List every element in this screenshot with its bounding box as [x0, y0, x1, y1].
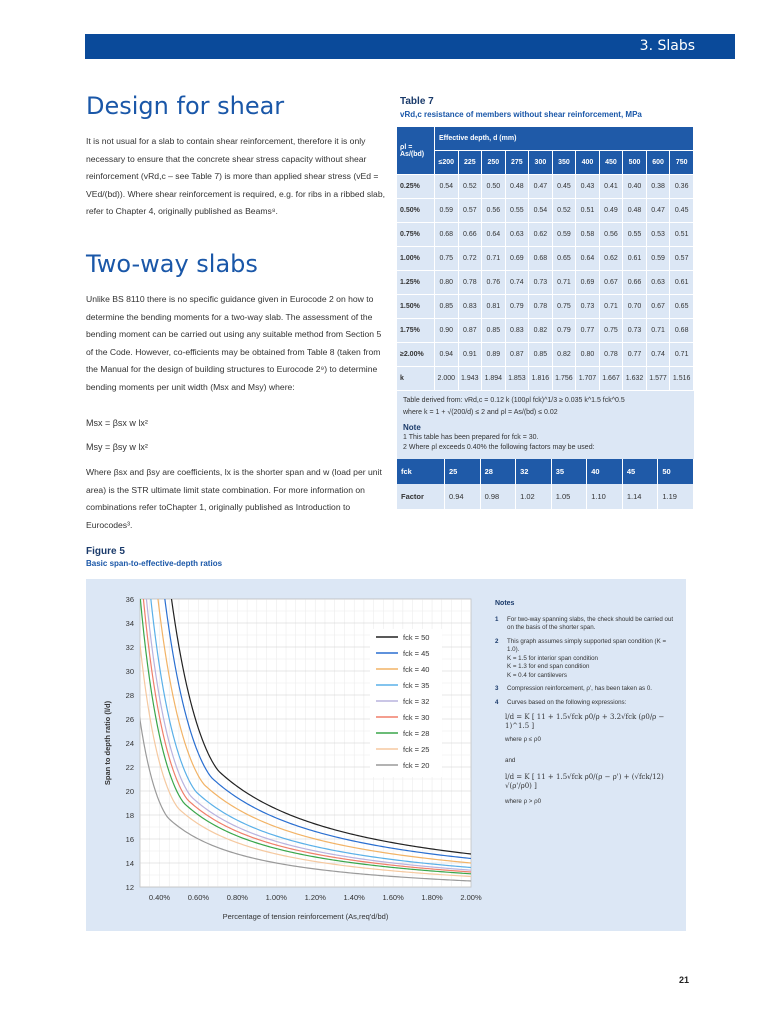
table-cell: 0.69: [576, 271, 600, 295]
depth-header-cell: 750: [670, 151, 694, 175]
table-cell: 0.59: [646, 247, 670, 271]
table-cell: 0.69: [505, 247, 529, 271]
note-2: 2 Where ρl exceeds 0.40% the following factors may be used:: [403, 444, 595, 451]
legend-label: fck = 32: [403, 697, 430, 706]
page-number: 21: [678, 975, 689, 985]
table-cell: 0.71: [552, 271, 576, 295]
table-cell: 0.67: [646, 295, 670, 319]
note-title: Note: [403, 423, 421, 432]
table-cell: 0.80: [576, 343, 600, 367]
table-row: [397, 367, 694, 391]
table-cell: 0.61: [670, 271, 694, 295]
table-cell: 0.57: [670, 247, 694, 271]
where-2: where ρ > ρ0: [505, 798, 542, 805]
legend-label: fck = 30: [403, 713, 430, 722]
table-cell: 0.67: [599, 271, 623, 295]
table-cell: 0.66: [623, 271, 647, 295]
table-cell: 0.78: [529, 295, 553, 319]
y-tick-label: 30: [125, 667, 134, 676]
table-cell: 1.756: [552, 367, 576, 391]
table-cell: 0.68: [529, 247, 553, 271]
table-cell: 0.59: [552, 223, 576, 247]
table-cell: 0.72: [458, 247, 482, 271]
table-cell: 0.55: [623, 223, 647, 247]
row-label: 1.75%: [397, 319, 435, 343]
y-tick-label: 16: [125, 835, 134, 844]
note-item-4-text: Curves based on the following expressions:: [507, 698, 627, 706]
shear-resistance-table: [397, 127, 694, 391]
table-cell: 0.55: [505, 199, 529, 223]
table-cell: 0.85: [529, 343, 553, 367]
table-cell: 0.49: [599, 199, 623, 223]
table-cell: 0.64: [482, 223, 506, 247]
table-cell: 0.71: [646, 319, 670, 343]
table-cell: 1.516: [670, 367, 694, 391]
table-cell: 1.667: [599, 367, 623, 391]
section-header-bar: [85, 34, 735, 59]
row-label: ≥2.00%: [397, 343, 435, 367]
table-cell: 0.65: [552, 247, 576, 271]
table-cell: 0.51: [576, 199, 600, 223]
table-cell: 0.58: [576, 223, 600, 247]
table-cell: 0.82: [529, 319, 553, 343]
legend-label: fck = 25: [403, 745, 430, 754]
depth-header-cell: 500: [623, 151, 647, 175]
row-label: k: [397, 367, 435, 391]
row-label: 0.25%: [397, 175, 435, 199]
table-cell: 0.45: [552, 175, 576, 199]
x-tick-label: 1.80%: [421, 893, 443, 902]
fck-value: 50: [658, 459, 694, 484]
legend-label: fck = 20: [403, 761, 430, 770]
table-row: [397, 175, 694, 199]
expression-2: l/d = K [ 11 + 1.5√fck ρ0/(ρ − ρ') + (√fck/12) √(ρ'/ρ0) ]: [505, 773, 664, 790]
table-cell: 1.577: [646, 367, 670, 391]
table-cell: 1.853: [505, 367, 529, 391]
depth-header-cell: 250: [482, 151, 506, 175]
table-cell: 0.75: [552, 295, 576, 319]
effective-depth-header: Effective depth, d (mm): [435, 127, 694, 151]
factor-value: 1.14: [622, 484, 658, 509]
note-item-1: 1 For two-way spanning slabs, the check should be carried out on the basis of the shorter span.: [495, 615, 674, 631]
section-title: 3. Slabs: [639, 38, 695, 54]
table-cell: 0.85: [482, 319, 506, 343]
legend-label: fck = 35: [403, 681, 430, 690]
x-tick-label: 1.20%: [304, 893, 326, 902]
table-notes: [397, 421, 694, 459]
fck-value: 32: [516, 459, 552, 484]
table-cell: 0.87: [505, 343, 529, 367]
table-cell: 0.40: [623, 175, 647, 199]
y-tick-label: 14: [125, 859, 134, 868]
factor-value: 1.19: [658, 484, 694, 509]
note-item-3: 3 Compression reinforcement, ρ', has been taken as 0.: [495, 685, 653, 692]
y-tick-label: 36: [125, 595, 134, 604]
y-tick-label: 18: [125, 811, 134, 820]
msx-formula: Msx = βsx w lx²: [86, 418, 148, 428]
note-item-4: 4 Curves based on the following expressions:: [495, 698, 627, 706]
table-cell: 0.90: [435, 319, 459, 343]
factor-value: 1.10: [587, 484, 623, 509]
depth-header-cell: 300: [529, 151, 553, 175]
table-cell: 0.56: [599, 223, 623, 247]
table-cell: 0.65: [670, 295, 694, 319]
x-tick-label: 0.80%: [226, 893, 248, 902]
table-row: [397, 343, 694, 367]
y-tick-label: 20: [125, 787, 134, 796]
legend-label: fck = 45: [403, 649, 430, 658]
factor-label: Factor: [397, 484, 445, 509]
table-row: [397, 319, 694, 343]
table-cell: 0.59: [435, 199, 459, 223]
row-label: 1.50%: [397, 295, 435, 319]
table-cell: 0.79: [505, 295, 529, 319]
table-cell: 0.75: [435, 247, 459, 271]
legend-label: fck = 40: [403, 665, 430, 674]
legend-label: fck = 28: [403, 729, 430, 738]
x-tick-label: 1.40%: [343, 893, 365, 902]
table-cell: 1.816: [529, 367, 553, 391]
row-label: 1.25%: [397, 271, 435, 295]
depth-header-cell: 600: [646, 151, 670, 175]
table7-subtitle: vRd,c resistance of members without shear reinforcement, MPa: [400, 110, 642, 119]
table-cell: 1.894: [482, 367, 506, 391]
table-cell: 0.73: [623, 319, 647, 343]
and-text: and: [505, 756, 516, 764]
y-axis-label: Span to depth ratio (l/d): [103, 700, 112, 786]
design-for-shear-heading: Design for shear: [86, 92, 285, 120]
row-label: 0.50%: [397, 199, 435, 223]
table-cell: 0.76: [482, 271, 506, 295]
table-cell: 0.83: [458, 295, 482, 319]
fck-value: 25: [445, 459, 481, 484]
table-cell: 0.68: [670, 319, 694, 343]
y-tick-label: 12: [125, 883, 134, 892]
table-cell: 0.36: [670, 175, 694, 199]
table-cell: 0.79: [552, 319, 576, 343]
table-cell: 0.80: [435, 271, 459, 295]
table-cell: 2.000: [435, 367, 459, 391]
factor-value: 1.02: [516, 484, 552, 509]
factor-value: 0.98: [480, 484, 516, 509]
shear-paragraph: It is not usual for a slab to contain shear reinforcement, therefore it is only necessary to ensure that the concrete shear stress capacity without shear reinforcement (vRd,c – see Table 7) is more than applied shear stress (vEd = VEd/(bd)). Where shear reinforcement is required, e.g. for ribs in a ribbed slab, refer to Chapter 4, originally published as Beams⁸.: [86, 136, 386, 217]
table7-title: Table 7: [400, 96, 434, 107]
table-cell: 0.82: [552, 343, 576, 367]
table-row: [397, 271, 694, 295]
table-cell: 1.632: [623, 367, 647, 391]
table-cell: 0.85: [435, 295, 459, 319]
depth-header-cell: 350: [552, 151, 576, 175]
fck-value: 40: [587, 459, 623, 484]
y-tick-label: 32: [125, 643, 134, 652]
fck-factor-table: [397, 459, 694, 509]
note-item-1-text: For two-way spanning slabs, the check should be carried out on the basis of the shorter span.: [507, 615, 674, 631]
row-label: 1.00%: [397, 247, 435, 271]
table-cell: 0.56: [482, 199, 506, 223]
y-tick-label: 34: [125, 619, 134, 628]
table-cell: 0.74: [505, 271, 529, 295]
table-row: [397, 247, 694, 271]
table-cell: 0.87: [458, 319, 482, 343]
table-cell: 0.52: [458, 175, 482, 199]
table-cell: 0.75: [599, 319, 623, 343]
depth-header-cell: 450: [599, 151, 623, 175]
x-tick-label: 1.00%: [265, 893, 287, 902]
note-item-2: 2 This graph assumes simply supported span condition (K = 1.0). K = 1.5 for interior span condition K = 1.3 for end span condition K = 0.4 for cantilevers: [495, 637, 667, 679]
table-cell: 0.54: [435, 175, 459, 199]
table-cell: 0.83: [505, 319, 529, 343]
table-cell: 0.63: [646, 271, 670, 295]
where-1: where ρ ≤ ρ0: [505, 736, 541, 743]
table-cell: 0.63: [505, 223, 529, 247]
x-tick-label: 0.40%: [148, 893, 171, 902]
depth-header-cell: ≤200: [435, 151, 459, 175]
table-cell: 0.77: [576, 319, 600, 343]
table-cell: 0.70: [623, 295, 647, 319]
x-axis-label: Percentage of tension reinforcement (As,req'd/bd): [222, 912, 389, 921]
table-derivation: [397, 391, 694, 421]
row-label: 0.75%: [397, 223, 435, 247]
table-cell: 0.78: [599, 343, 623, 367]
table7: [397, 127, 694, 509]
note-item-2b: K = 1.3 for end span condition: [507, 663, 590, 670]
table-cell: 0.71: [482, 247, 506, 271]
factor-value: 0.94: [445, 484, 481, 509]
table-cell: 0.51: [670, 223, 694, 247]
table-cell: 0.47: [646, 199, 670, 223]
y-tick-label: 26: [125, 715, 134, 724]
depth-header-cell: 400: [576, 151, 600, 175]
table-cell: 0.71: [670, 343, 694, 367]
y-tick-label: 22: [125, 763, 134, 772]
two-way-slabs-heading: Two-way slabs: [86, 250, 258, 278]
table-cell: 0.41: [599, 175, 623, 199]
table-cell: 0.89: [482, 343, 506, 367]
figure-notes: [495, 600, 680, 807]
table-cell: 0.62: [599, 247, 623, 271]
rho-corner-header: ρl = As/(bd): [397, 127, 435, 175]
note-1: 1 This table has been prepared for fck = 30.: [403, 434, 539, 441]
legend-label: fck = 50: [403, 633, 430, 642]
table-cell: 0.43: [576, 175, 600, 199]
figure5-subtitle: Basic span-to-effective-depth ratios: [86, 559, 223, 568]
factor-value: 1.05: [551, 484, 587, 509]
x-tick-label: 0.60%: [187, 893, 210, 902]
fck-label: fck: [397, 459, 445, 484]
table-cell: 0.77: [623, 343, 647, 367]
table-row: [397, 223, 694, 247]
fck-value: 35: [551, 459, 587, 484]
two-way-paragraph: Unlike BS 8110 there is no specific guidance given in Eurocode 2 on how to determine the bending moments for a two-way slab. The assessment of the bending moment can be carried out using any suitable method from Section 5 of the Code. However, co-efficients may be obtained from Table 8 (taken from the Manual for the design of building structures to Eurocode 2⁹) to determine bending moments per unit width (Msx and Msy) where:: [86, 294, 382, 392]
table-cell: 0.45: [670, 199, 694, 223]
note-item-3-text: Compression reinforcement, ρ', has been taken as 0.: [507, 685, 653, 692]
depth-header-cell: 225: [458, 151, 482, 175]
table-cell: 0.61: [623, 247, 647, 271]
fck-value: 28: [480, 459, 516, 484]
table-cell: 0.53: [646, 223, 670, 247]
table-cell: 0.38: [646, 175, 670, 199]
table-cell: 0.73: [576, 295, 600, 319]
table-row: [397, 199, 694, 223]
table-cell: 0.81: [482, 295, 506, 319]
figure5-title: Figure 5: [86, 546, 125, 557]
note-item-2a: K = 1.5 for interior span condition: [507, 654, 598, 662]
note-item-2-text: This graph assumes simply supported span condition (K = 1.0).: [507, 637, 667, 653]
notes-title: Notes: [495, 600, 515, 607]
table-row: [397, 295, 694, 319]
table-cell: 0.48: [505, 175, 529, 199]
table-cell: 1.707: [576, 367, 600, 391]
x-tick-label: 2.00%: [460, 893, 482, 902]
table-cell: 0.54: [529, 199, 553, 223]
derivation-line2: where k = 1 + √(200/d) ≤ 2 and ρl = As/(bd) ≤ 0.02: [403, 409, 558, 416]
table-cell: 0.78: [458, 271, 482, 295]
table-cell: 0.71: [599, 295, 623, 319]
table-cell: 1.943: [458, 367, 482, 391]
table-cell: 0.47: [529, 175, 553, 199]
table-cell: 0.64: [576, 247, 600, 271]
table-cell: 0.48: [623, 199, 647, 223]
derivation-line1: Table derived from: vRd,c = 0.12 k (100ρl fck)^1/3 ≥ 0.035 k^1.5 fck^0.5: [403, 397, 625, 404]
fck-value: 45: [622, 459, 658, 484]
table-cell: 0.94: [435, 343, 459, 367]
note-item-2c: K = 0.4 for cantilevers: [507, 671, 568, 679]
table-cell: 0.62: [529, 223, 553, 247]
x-tick-label: 1.60%: [382, 893, 404, 902]
expression-1: l/d = K [ 11 + 1.5√fck ρ0/ρ + 3.2√fck (ρ0/ρ − 1)^1.5 ]: [505, 713, 665, 730]
table-cell: 0.57: [458, 199, 482, 223]
coefficients-paragraph: Where βsx and βsy are coefficients, lx is the shorter span and w (load per unit area) is the STR ultimate limit state combination. For more information on combinations refer toChapter 1, originally published as Introduction to Eurocodes³.: [86, 467, 382, 530]
table-cell: 0.66: [458, 223, 482, 247]
y-tick-label: 24: [125, 739, 134, 748]
table-cell: 0.91: [458, 343, 482, 367]
msy-formula: Msy = βsy w lx²: [86, 442, 148, 452]
table-cell: 0.52: [552, 199, 576, 223]
y-tick-label: 28: [125, 691, 134, 700]
table-cell: 0.50: [482, 175, 506, 199]
table-cell: 0.68: [435, 223, 459, 247]
depth-header-cell: 275: [505, 151, 529, 175]
table-cell: 0.73: [529, 271, 553, 295]
table-cell: 0.74: [646, 343, 670, 367]
